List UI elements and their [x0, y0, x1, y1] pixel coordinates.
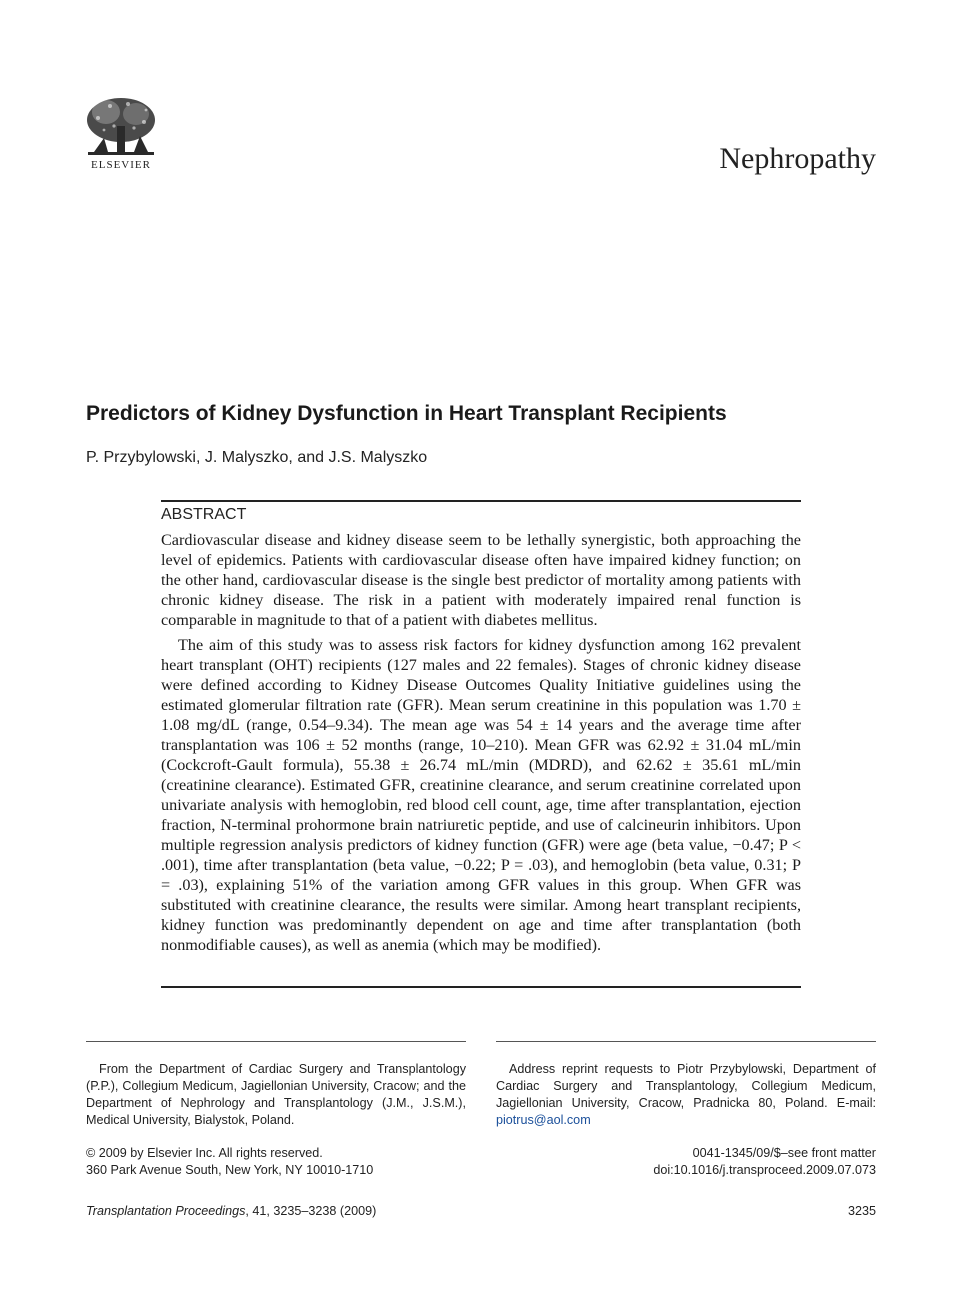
author-email-link[interactable]: piotrus@aol.com: [496, 1113, 591, 1127]
elsevier-logo: [84, 96, 158, 176]
doi-line: doi:10.1016/j.transproceed.2009.07.073: [653, 1163, 876, 1177]
copyright-line: © 2009 by Elsevier Inc. All rights reserved.: [86, 1146, 323, 1160]
page-number: 3235: [847, 1204, 876, 1218]
abstract-paragraph-1: Cardiovascular disease and kidney disease seem to be lethally synergistic, both approaching the level of epidemics. Patients with cardiovascular disease often have impaired kidney function; on the other hand, cardiovascular disease is the single best predictor of mortality among patients with chronic kidney disease. The risk in a patient with moderately impaired renal function is comparable in magnitude to that of a patient with diabetes mellitus.: [161, 531, 801, 629]
copyright-block: [86, 1145, 373, 1179]
abstract-bottom-rule: [161, 986, 801, 988]
abstract-body: [161, 530, 801, 955]
elsevier-tree-icon: [84, 96, 158, 160]
abstract-heading: ABSTRACT: [161, 506, 247, 523]
footnote-right-rule: [496, 1041, 876, 1042]
issn-line: 0041-1345/09/$–see front matter: [692, 1146, 876, 1160]
reprint-footnote: [496, 1061, 876, 1129]
journal-volume-pages: , 41, 3235–3238 (2009): [245, 1204, 377, 1218]
publisher-address: 360 Park Avenue South, New York, NY 10010-1710: [86, 1163, 374, 1177]
elsevier-wordmark: ELSEVIER: [91, 159, 151, 171]
journal-citation: [86, 1204, 376, 1218]
footnote-left-rule: [86, 1041, 466, 1042]
article-authors: P. Przybylowski, J. Malyszko, and J.S. Malyszko: [86, 449, 428, 466]
abstract-paragraph-2: The aim of this study was to assess risk factors for kidney dysfunction among 162 prevalent heart transplant (OHT) recipients (127 males and 22 females). Stages of chronic kidney disease were defined according to Kidney Disease Outcomes Quality Initiative guidelines using the estimated glomerular filtration rate (GFR). Mean serum creatinine in this population was 1.70 ± 1.08 mg/dL (range, 0.54–9.34). The mean age was 54 ± 14 years and the average time after transplantation was 106 ± 52 months (range, 10–210). Mean GFR was 62.92 ± 31.04 mL/min (Cockcroft-Gault formula), 55.38 ± 26.74 mL/min (MDRD), and 62.62 ± 35.61 mL/min (creatinine clearance). Estimated GFR, creatinine clearance, and serum creatinine correlated upon univariate analysis with hemoglobin, red blood cell count, age, time after transplantation, ejection fraction, N-terminal prohormone brain natriuretic peptide, and use of calcineurin inhibitors. Upon multiple regression analysis predictors of kidney function (GFR) were age (beta value, −0.47; P < .001), time after transplantation (beta value, −0.22; P = .03), and hemoglobin (beta value, 0.31; P = .03), explaining 51% of the variation among GFR values in this group. When GFR was substituted with creatinine clearance, the results were similar. Among heart transplant recipients, kidney function was predominantly dependent on age and time after transplantation (both nonmodifiable causes), as well as anemia (which may be modified).: [161, 636, 801, 954]
affiliation-footnote: From the Department of Cardiac Surgery and Transplantology (P.P.), Collegium Medicum, Jagiellonian University, Cracow; and the Department of Nephrology and Transplantology (J.M., J.S.M.), Medical University, Bialystok, Poland.: [86, 1062, 466, 1127]
identifier-block: [653, 1145, 876, 1179]
reprint-text: Address reprint requests to Piotr Przybylowski, Department of Cardiac Surgery and Transplantology, Collegium Medicum, Jagiellonian University, Cracow, Pradnicka 80, Poland. E-mail:: [496, 1062, 876, 1110]
abstract-top-rule: [161, 500, 801, 502]
journal-name: Transplantation Proceedings: [86, 1204, 246, 1218]
section-heading: Nephropathy: [719, 142, 876, 175]
article-title: Predictors of Kidney Dysfunction in Heart Transplant Recipients: [86, 402, 727, 425]
